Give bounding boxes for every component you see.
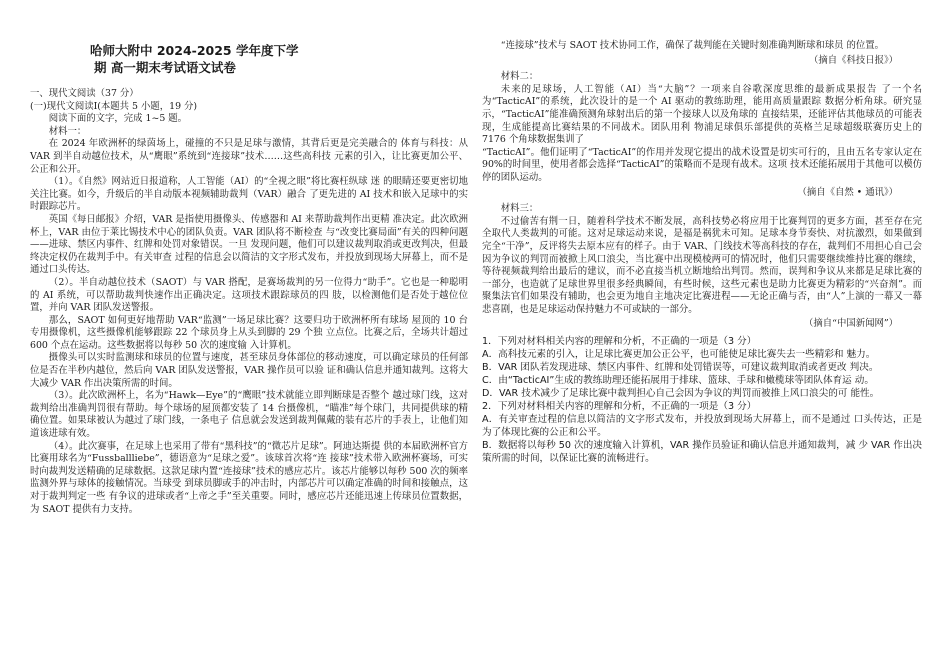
paragraph-continued: “连接球”技术与 SAOT 技术协同工作，确保了裁判能在关键时刻准确判断球和球员 的位置。 bbox=[500, 40, 884, 51]
paragraph: （4）。此次赛事，在足球上也采用了带有“黑科技”的“微芯片足球”。阿迪达斯提 供的本届欧洲杯官方比赛用球名为“Fussballliebe”，德语意为“足球之爱”。该球首次将“连 接球”技术带入欧洲杯赛场，可实时向裁判发送精确的足球数据。这款足球内置“连接球”技术的感应芯片。该芯片能够以每秒 500 次的频率监测外界与球体的接触情况。当球受 到球员脚或手的冲击时，内部芯片可以确定准确的时间和接触点，这对于裁判判定一些 有争议的进球或者“上帝之手”至关重要。同时，感应芯片还能迅速上传球员位置数据，为 SAOT 提供有力支持。 bbox=[30, 440, 468, 515]
source-citation: （摘自“中国新闻网”） bbox=[804, 318, 898, 330]
paragraph: “TacticAI”。他们证明了“TacticAI”的作用并发现它提出的战术设置是切实可行的，且由五名专家认定在 90%的时间里，使用者都会选择“TacticAI”的策略而不是现有战术。这项 技术还能拓展用于其他可以模仿停的团队运动。 bbox=[482, 146, 922, 183]
paragraph: （3）。此次欧洲杯上，名为“Hawk—Eye”的“鹰眼”技术就能立即判断球是否整个 越过球门线，这对裁判给出准确判罚很有帮助。每个球场的屋顶都安装了 14 台摄像机，“瞄准”每个球门，共同提供球的精确位置。如果球被认为越过了球门线，一条电子 信息就会发送到裁判佩戴的装有芯片的手表上，让他们知道该进球有效。 bbox=[30, 390, 468, 440]
exam-title-line1: 哈师大附中 2024-2025 学年度下学 bbox=[90, 43, 299, 58]
question-1-option-a: A．高科技元素的引入，让足球比赛更加公正公平，也可能使足球比赛失去一些精彩和 魅力。 bbox=[482, 349, 876, 361]
paragraph: 摄像头可以实时监测球和球员的位置与速度，甚至球员身体部位的移动速度，可以确定球员的任何部位是否在半秒内越位，然后向 VAR 团队发送警报，VAR 操作员可以验 证和确认信息并通知裁判。这将大大减少 VAR 作出决策所需的时间。 bbox=[30, 352, 468, 389]
material3-label: 材料三： bbox=[500, 203, 539, 215]
question-1-option-d: D．VAR 技术减少了足球比赛中裁判担心自己会因为争议的判罚而被推上风口浪尖的可 能性。 bbox=[482, 388, 880, 400]
material2-label: 材料二： bbox=[500, 71, 539, 83]
paragraph: 不过偷苦有荆一日，随着科学技术不断发展，高科技势必将应用于比赛判罚的更多方面，甚至存在完全取代人类裁判的可能。这对足球运动来说，是福是祸犹未可知。足球本身节奏快、对抗激烈，如果做到完全“干净”，反评将失去原本应有的样子。由于 VAR、门线技术等高科技的存在，裁判们不用担心自己会因为争议的判罚而被掀上风口浪尖，当比赛中出现模棱两可的情况时，他们只需要继续维持比赛的继续，等待视频裁判给出最后的建议，而不必直接当机立断地给出判罚。然而，误判和争议从来都是足球比赛的一部分，也造就了足球世界里很多经典瞬间，有些时候，这些元素也是助力比赛更为精彩的“兴奋剂”。而聚集法官们如果没有辅助，也会更为地自主地决定比赛进程——无论正确与否，由“人”上演的一幕又一幕悲喜剧，也是足球运动保持魅力不可或缺的一部分。 bbox=[482, 215, 922, 315]
source-citation: （摘自《科技日报》） bbox=[808, 54, 898, 66]
exam-title-line2: 期 高一期末考试语文试卷 bbox=[94, 60, 236, 75]
instruction: 阅读下面的文字，完成 1~5 题。 bbox=[48, 113, 188, 125]
paragraph: （1）。《自然》网站近日报道称，人工智能（AI）的“全视之眼”将比赛枉纵球 迷 的眼睛还要更密切地关注比赛。如今，升级后的半自动版本视频辅助裁判（VAR）融合 了更先进的 AI 技术和嵌入足球中的实时跟踪芯片。 bbox=[30, 176, 468, 213]
source-citation: （摘自《自然 • 通讯》） bbox=[797, 186, 898, 198]
section-heading: 一、现代文阅读（37 分） bbox=[30, 88, 139, 99]
subsection-heading: (一)现代文阅读Ⅰ(本题共 5 小题，19 分) bbox=[30, 100, 198, 112]
question-2-option-a: A．有关审查过程的信息以简洁的文字形式发布，并投放到现场大屏幕上，而不是通过 口头传达，正是为了体现比赛的公正和公平。 bbox=[482, 414, 922, 439]
paragraph: 未来的足球场，人工智能（AI）当“大脑”？一项来自谷歌深度思维的最新成果报告 了一个名为“TacticAI”的系统，此次设计的是一个 AI 驱动的教练助理，能用高质量跟踪 数据分析角球。研究显示，“TacticAI”能准确预测角球射出后的第一个接球人以及角球的 直接结果，还能评估其他球员的可能表现，生成能提高比赛结果的不同战术。团队用利 物浦足球俱乐部提供的英格兰足球超级联赛历史上的 7176 个角球数据集训了 bbox=[482, 83, 922, 146]
question-2: 2．下列对材料相关内容的理解和分析，不正确的一项是（3 分） bbox=[482, 401, 757, 413]
material1-label: 材料一： bbox=[48, 125, 87, 137]
question-1: 1．下列对材料相关内容的理解和分析，不正确的一项是（3 分） bbox=[482, 336, 757, 348]
paragraph: 英国《每日邮报》介绍，VAR 是指使用摄像头、传感器和 AI 来帮助裁判作出更精 准决定。此次欧洲杯上，VAR 由位于莱比锡技术中心的团队负责。VAR 团队将不断检查 与“改变比赛局面”有关的四种问题——进球、禁区内事件、红牌和处罚对象错误。一旦 发现问题，他们可以建议裁判取消或更改判决，但最终决定权仍在裁判手中。有关审查 过程的信息会以简洁的文字形式发布，并投放到现场大屏幕上，而不是通过口头传达。 bbox=[30, 213, 468, 276]
question-1-option-c: C．由“TacticAI”生成的教练助理还能拓展用于排球、篮球、手球和橄榄球等团队体育运 动。 bbox=[482, 375, 874, 387]
right-column bbox=[482, 40, 922, 465]
paragraph: 在 2024 年欧洲杯的绿茵场上，碰撞的不只是足球与激情，其背后更是完美融合的 体育与科技：从 VAR 到半自动越位技术，从“鹰眼”系统到“连接球”技术……这些高科技 元素的引入，让比赛更加公平、公正和公开。 bbox=[30, 138, 468, 175]
paragraph: （2）。半自动越位技术（SAOT）与 VAR 搭配，是赛场裁判的另一位得力“助手”。它也是一种聪明的 AI 系统，可以帮助裁判快速作出正确决定。这项技术跟踪球员的四 肢，以检测他们是否处于越位位置，并向 VAR 团队发送警报。 bbox=[30, 276, 468, 314]
left-column bbox=[30, 0, 468, 516]
paragraph: 那么，SAOT 如何更好地帮助 VAR“监测”一场足球比赛？这要归功于欧洲杯所有球场 屋顶的 10 台专用摄像机，这些摄像机能够跟踪 22 个球员身上从头到脚的 29 个独 立点位。比赛之后，全场共计超过 600 个点在运动。这些数据将以每秒 50 次的速度输 入计算机。 bbox=[30, 314, 468, 351]
question-1-option-b: B．VAR 团队若发现进球、禁区内事件、红牌和处罚错误等，可建议裁判取消或者更改 判决。 bbox=[482, 362, 879, 374]
question-2-option-b: B．数据将以每秒 50 次的速度输入计算机，VAR 操作员验证和确认信息并通知裁判，减 少 VAR 作出决策所需的时间，以保证比赛的流畅进行。 bbox=[482, 440, 923, 465]
